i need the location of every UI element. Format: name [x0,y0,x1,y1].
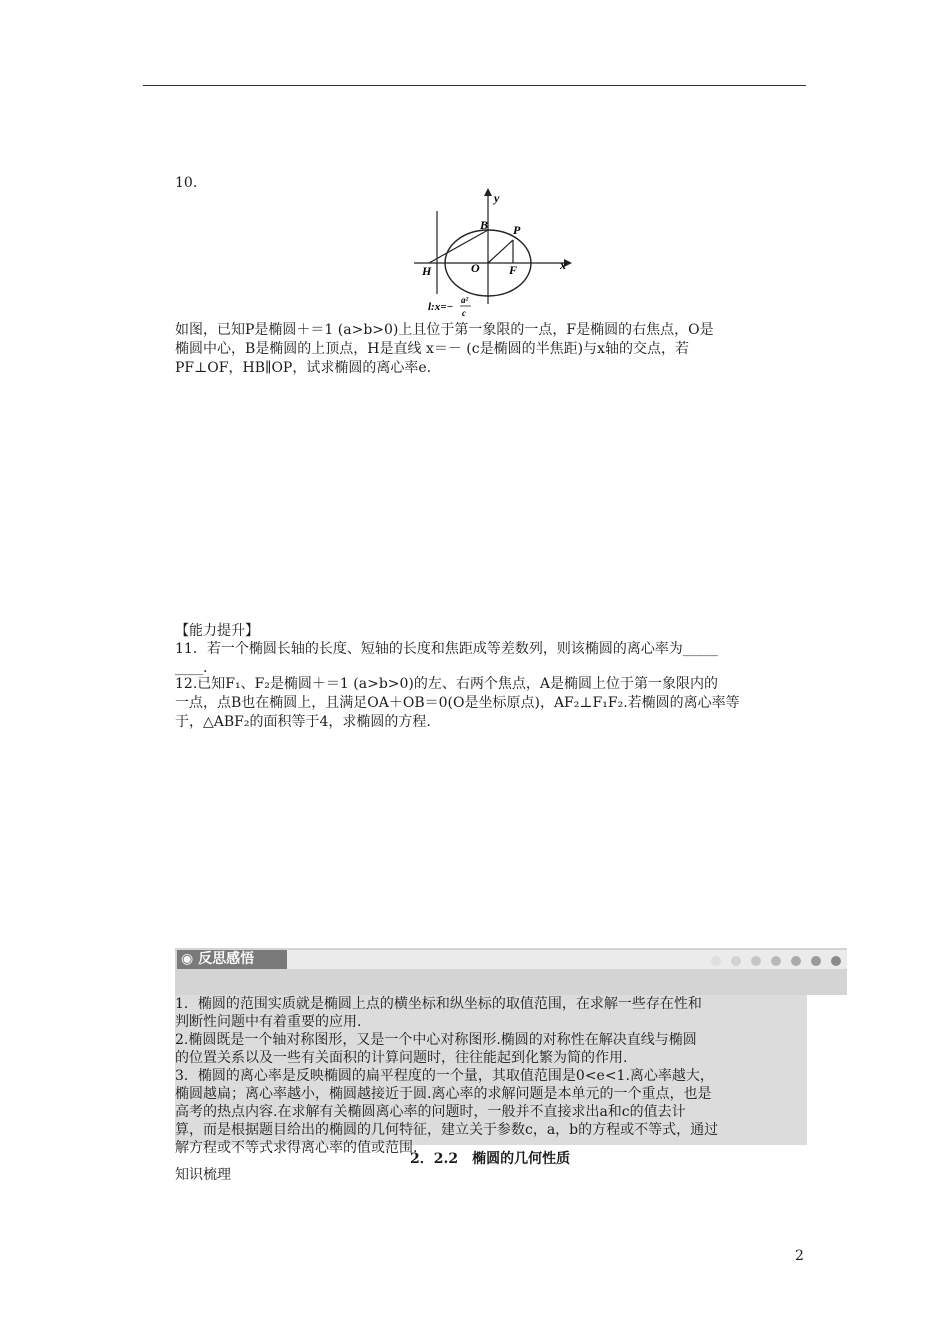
decor-dot-icon [811,956,821,966]
decor-dot-icon [831,956,841,966]
reflection-line: 椭圆越扁；离心率越小，椭圆越接近于圆.离心率的求解问题是本单元的一个重点，也是 [175,1086,712,1102]
question-10-line: 如图，已知P是椭圆＋＝1 (a>b>0)上且位于第一象限的一点，F是椭圆的右焦点，O是 [175,322,714,338]
reflection-line: 的位置关系以及一些有关面积的计算问题时，往往能起到化繁为简的作用. [175,1050,628,1066]
question-10-text [175,321,815,378]
reflection-title: ◉ 反思感悟 [177,950,287,969]
ellipse-figure [414,186,574,326]
label-B: B [480,218,489,232]
segment-HB [429,230,488,263]
decor-dot-icon [731,956,741,966]
label-x: x [560,258,566,272]
question-11-line: 11．若一个椭圆长轴的长度、短轴的长度和焦距成等差数列，则该椭圆的离心率为_____ [175,641,718,657]
segment-OP [488,240,513,263]
decor-dot-icon [751,956,761,966]
y-axis-arrow [484,188,492,196]
label-F: F [509,263,518,277]
question-10-line: PF⊥OF，HB∥OP，试求椭圆的离心率e. [175,360,432,376]
question-11-line: ____. [175,660,208,676]
question-12-line: 于，△ABF₂的面积等于4，求椭圆的方程. [175,714,431,730]
question-12-line: 12.已知F₁、F₂是椭圆＋＝1 (a>b>0)的左、右两个焦点，A是椭圆上位于第一象限内的 [175,676,718,692]
question-12-line: 一点，点B也在椭圆上，且满足OA＋OB＝0(O是坐标原点)，AF₂⊥F₁F₂.若椭圆的离心率等 [175,695,740,711]
reflection-line: 判断性问题中有着重要的应用. [175,1014,362,1030]
fraction-numerator: a² [461,295,469,305]
label-H: H [422,264,432,278]
reflection-line: 2.椭圆既是一个轴对称图形，又是一个中心对称图形.椭圆的对称性在解决直线与椭圆 [175,1032,697,1048]
question-11-text [175,640,815,678]
ability-heading: 【能力提升】 [175,623,259,639]
question-10-line: 椭圆中心，B是椭圆的上顶点，H是直线 x＝－ (c是椭圆的半焦距)与x轴的交点，若 [175,341,689,357]
header-rule [143,85,806,86]
label-P: P [513,223,521,237]
reflection-banner [175,948,847,995]
question-12-text [175,675,815,732]
reflection-line: 解方程或不等式求得离心率的值或范围. [175,1140,418,1156]
reflection-line: 高考的热点内容.在求解有关椭圆离心率的问题时，一般并不直接求出a和c的值去计 [175,1104,686,1120]
label-y: y [494,191,500,205]
label-O: O [471,261,480,275]
banner-dot-strip [287,950,847,969]
subsection-heading: 知识梳理 [175,1167,231,1183]
reflection-line: 1．椭圆的范围实质就是椭圆上点的横坐标和纵坐标的取值范围，在求解一些存在性和 [175,996,702,1012]
reflection-body [175,995,807,1156]
decor-dot-icon [771,956,781,966]
directrix-label: l:x=− [428,301,454,313]
decor-dot-icon [711,956,721,966]
decor-dot-icon [791,956,801,966]
section-title: 2．2.2 椭圆的几何性质 [410,1151,571,1167]
question-10-number: 10. [175,175,198,191]
reflection-line: 3．椭圆的离心率是反映椭圆的扁平程度的一个量，其取值范围是0<e<1.离心率越大， [175,1068,714,1084]
fraction-denominator: c [462,308,466,318]
page-number: 2 [795,1248,804,1264]
reflection-line: 算，而是根据题目给出的椭圆的几何特征，建立关于参数c，a，b的方程或不等式，通过 [175,1122,719,1138]
